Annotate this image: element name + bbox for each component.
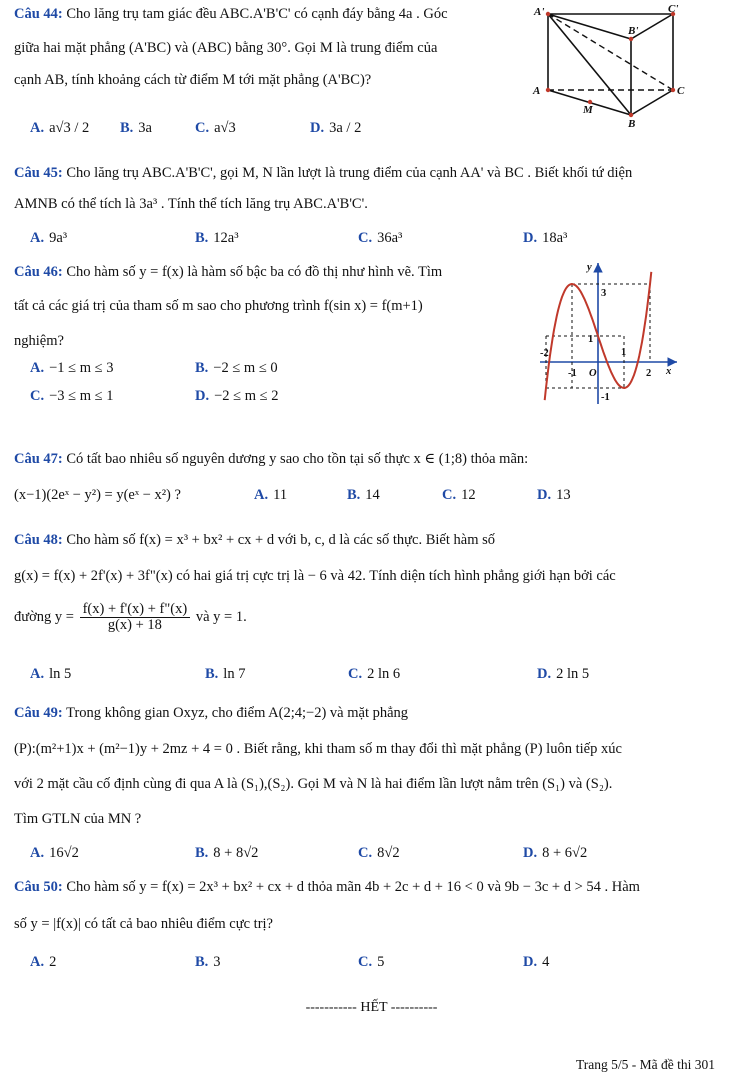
q45-line2: AMNB có thể tích là 3a³ . Tính thể tích lăng trụ ABC.A'B'C'. <box>14 196 368 212</box>
label-b: B <box>628 118 636 130</box>
q48-option-c[interactable]: C. 2 ln 6 <box>348 666 401 682</box>
page-footer: Trang 5/5 - Mã đề thi 301 <box>576 1057 715 1072</box>
graph-origin: O <box>589 368 597 379</box>
q47-line2: (x−1)(2eˣ − y²) = y(eˣ − x²) ? <box>14 487 181 503</box>
q49-option-c[interactable]: C. 8√2 <box>358 845 400 861</box>
q48-option-a[interactable]: A. ln 5 <box>30 666 72 682</box>
q50-line1: Câu 50: Cho hàm số y = f(x) = 2x³ + bx² + cx + d thỏa mãn 4b + 2c + d + 16 < 0 và 9b − 3c + d > 54 . Hàm <box>14 879 640 895</box>
q44-option-a[interactable]: A. a√3 / 2 <box>30 120 90 136</box>
q48-option-b[interactable]: B. ln 7 <box>205 666 246 682</box>
q49-option-b[interactable]: B. 8 + 8√2 <box>195 845 259 861</box>
q50-option-d[interactable]: D. 4 <box>523 954 550 970</box>
q48-line3: đường y = $\frac{f(x) + f'(x) + f"(x)}{g(x) + 18}$ và y = 1. <box>14 601 247 634</box>
cubic-graph <box>535 258 685 408</box>
q47-option-d[interactable]: D. 13 <box>537 487 571 503</box>
q48-fraction: $\frac{f(x) + f'(x) + f"(x)}{g(x) + 18}$ <box>80 602 191 633</box>
q44-line2: giữa hai mặt phẳng (A'BC) và (ABC) bằng 30°. Gọi M là trung điểm của <box>14 40 438 56</box>
label-c: C <box>677 85 685 97</box>
graph-tick-ym1: -1 <box>601 392 610 403</box>
q44-option-d[interactable]: D. 3a / 2 <box>310 120 362 136</box>
label-a: A <box>533 85 541 97</box>
q47-option-c[interactable]: C. 12 <box>442 487 476 503</box>
q48-line2: g(x) = f(x) + 2f'(x) + 3f"(x) có hai giá trị cực trị là − 6 và 42. Tính diện tích hình phẳng giới hạn bởi các <box>14 568 616 584</box>
end-mark: ----------- HẾT ---------- <box>305 1000 438 1015</box>
graph-tick-x2: 2 <box>646 368 652 379</box>
q46-option-a[interactable]: A. −1 ≤ m ≤ 3 <box>30 360 114 376</box>
q49-line4: Tìm GTLN của MN ? <box>14 811 142 827</box>
q50-line2: số y = |f(x)| có tất cả bao nhiêu điểm cực trị? <box>14 916 273 932</box>
graph-tick-x1: 1 <box>621 347 627 358</box>
q45-option-c[interactable]: C. 36a³ <box>358 230 403 246</box>
q46-option-c[interactable]: C. −3 ≤ m ≤ 1 <box>30 388 114 404</box>
q45-line1: Câu 45: Cho lăng trụ ABC.A'B'C', gọi M, N lần lượt là trung điểm của cạnh AA' và BC . Biết khối tứ diện <box>14 165 633 181</box>
q47-option-b[interactable]: B. 14 <box>347 487 380 503</box>
graph-x-label: x <box>666 366 672 377</box>
graph-tick-y3: 3 <box>601 288 607 299</box>
q46-line1: Câu 46: Cho hàm số y = f(x) là hàm số bậc ba có đồ thị như hình vẽ. Tìm <box>14 264 443 280</box>
q45-option-b[interactable]: B. 12a³ <box>195 230 239 246</box>
graph-y-label: y <box>587 262 592 273</box>
q46-line3: nghiệm? <box>14 333 64 349</box>
q45-option-d[interactable]: D. 18a³ <box>523 230 568 246</box>
graph-tick-xm1: -1 <box>568 368 577 379</box>
label-a-prime: A' <box>534 6 545 18</box>
q50-option-a[interactable]: A. 2 <box>30 954 57 970</box>
q46-line2: tất cả các giá trị của tham số m sao cho phương trình f(sin x) = f(m+1) <box>14 298 423 314</box>
q49-line1: Câu 49: Trong không gian Oxyz, cho điểm A(2;4;−2) và mặt phẳng <box>14 705 409 721</box>
graph-tick-xm2: -2 <box>540 348 549 359</box>
q49-line3: với 2 mặt cầu cố định cùng đi qua A là (S₁),(S₂). Gọi M và N là hai điểm lần lượt nằm trên (S₁) và (S₂). <box>14 776 613 792</box>
q50-option-b[interactable]: B. 3 <box>195 954 221 970</box>
label-c-prime: C' <box>668 3 679 15</box>
q47-line1: Câu 47: Có tất bao nhiêu số nguyên dương y sao cho tồn tại số thực x ∈ (1;8) thỏa mãn: <box>14 451 529 467</box>
q48-option-d[interactable]: D. 2 ln 5 <box>537 666 590 682</box>
q44-line1: Câu 44: Cho lăng trụ tam giác đều ABC.A'B'C' có cạnh đáy bằng 4a . Góc <box>14 6 448 22</box>
q49-option-d[interactable]: D. 8 + 6√2 <box>523 845 588 861</box>
q46-option-b[interactable]: B. −2 ≤ m ≤ 0 <box>195 360 278 376</box>
q44-option-c[interactable]: C. a√3 <box>195 120 236 136</box>
q49-option-a[interactable]: A. 16√2 <box>30 845 79 861</box>
q45-option-a[interactable]: A. 9a³ <box>30 230 68 246</box>
label-m: M <box>583 104 593 116</box>
q46-option-d[interactable]: D. −2 ≤ m ≤ 2 <box>195 388 279 404</box>
label-b-prime: B' <box>628 25 639 37</box>
q47-option-a[interactable]: A. 11 <box>254 487 288 503</box>
graph-tick-y1: 1 <box>588 334 594 345</box>
q50-option-c[interactable]: C. 5 <box>358 954 385 970</box>
q49-line2: (P):(m²+1)x + (m²−1)y + 2mz + 4 = 0 . Biết rằng, khi tham số m thay đổi thì mặt phẳng (P) luôn tiếp xúc <box>14 741 622 757</box>
q48-line1: Câu 48: Cho hàm số f(x) = x³ + bx² + cx + d với b, c, d là các số thực. Biết hàm số <box>14 532 495 548</box>
prism-figure <box>528 2 728 132</box>
q44-line3: cạnh AB, tính khoảng cách từ điểm M tới mặt phẳng (A'BC)? <box>14 72 372 88</box>
q44-option-b[interactable]: B. 3a <box>120 120 152 136</box>
